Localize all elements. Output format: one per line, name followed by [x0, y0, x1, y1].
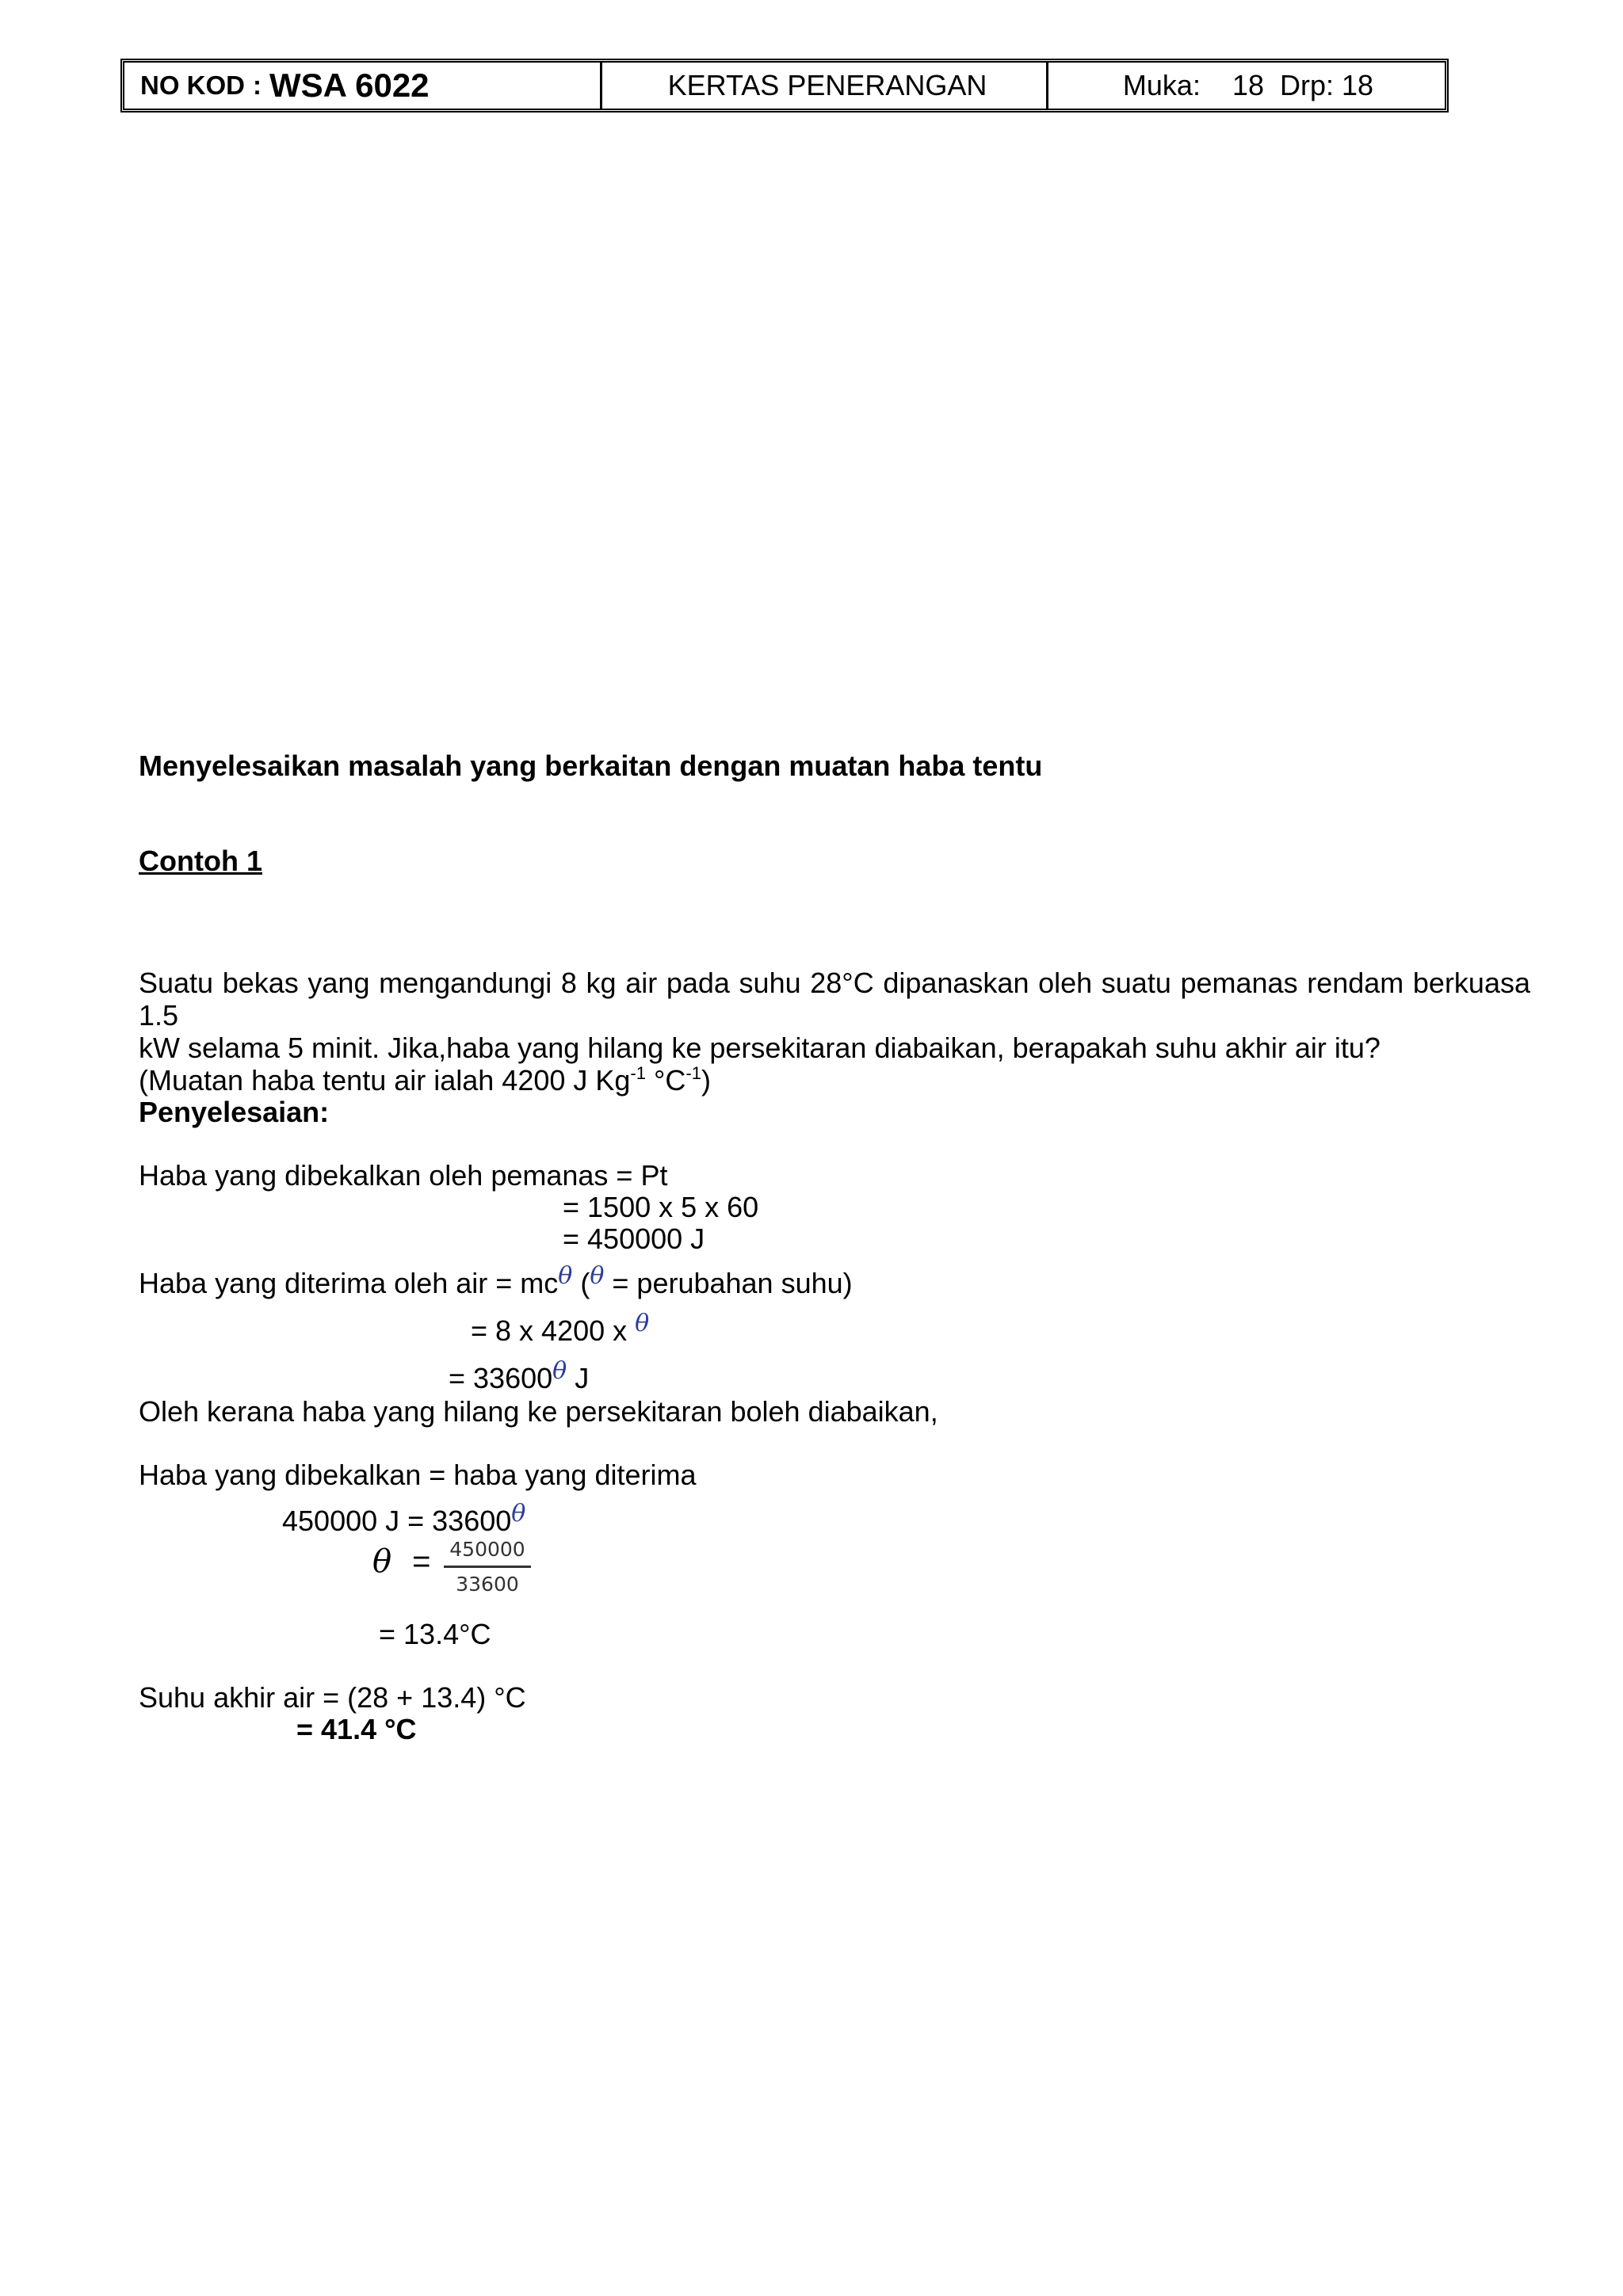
page-total: Drp: 18 — [1280, 69, 1374, 101]
theta-symbol: θ — [590, 1262, 605, 1290]
final-answer: = 41.4 °C — [296, 1713, 417, 1745]
solution-line: = 450000 J — [563, 1222, 705, 1255]
solution-line: = 1500 x 5 x 60 — [563, 1191, 759, 1223]
solution-text: Haba yang diterima oleh air = mc — [139, 1267, 559, 1299]
solution-text: 450000 J = 33600 — [282, 1505, 512, 1537]
exponent: -1 — [685, 1063, 701, 1083]
solution-title: Penyelesaian: — [139, 1096, 330, 1128]
solution-text: = 33600 — [449, 1362, 553, 1394]
solution-line — [282, 1497, 525, 1538]
fraction-numerator: 450000 — [449, 1538, 525, 1561]
solution-line: = 13.4°C — [379, 1618, 491, 1650]
code-value: WSA 6022 — [269, 67, 430, 104]
solution-line — [449, 1355, 589, 1395]
header-divider — [600, 63, 602, 109]
solution-text: J — [567, 1362, 590, 1394]
solution-line — [139, 1260, 853, 1300]
question-line: kW selama 5 minit. Jika,haba yang hilang ke persekitaran diabaikan, berapakah suhu akhir air itu? — [139, 1032, 1381, 1064]
page-number: 18 — [1232, 69, 1265, 101]
document-header — [120, 59, 1449, 113]
exponent: -1 — [630, 1063, 646, 1083]
equals-sign: = — [412, 1544, 431, 1579]
question-line — [139, 1064, 1530, 1097]
solution-text: = perubahan suhu) — [604, 1267, 853, 1299]
solution-line: Oleh kerana haba yang hilang ke persekitaran boleh diabaikan, — [139, 1395, 938, 1428]
fraction-bar — [444, 1566, 531, 1568]
solution-text: = 8 x 4200 x — [471, 1314, 628, 1347]
question-line: Suatu bekas yang mengandungi 8 kg air pada suhu 28°C dipanaskan oleh suatu pemanas rendam berkuasa 1.5 — [139, 967, 1530, 1032]
theta-symbol: θ — [552, 1357, 567, 1385]
solution-line — [471, 1307, 649, 1348]
theta-symbol: θ — [372, 1543, 392, 1580]
theta-symbol: θ — [558, 1262, 573, 1290]
code-separator: : — [253, 71, 262, 100]
theta-symbol: θ — [511, 1500, 526, 1527]
question-text: (Muatan haba tentu air ialah 4200 J Kg — [139, 1064, 631, 1097]
doc-type-cell — [605, 63, 1050, 109]
theta-equation — [372, 1545, 430, 1579]
page-number-cell — [1050, 63, 1446, 109]
theta-symbol: θ — [635, 1310, 650, 1337]
solution-line: Haba yang dibekalkan oleh pemanas = Pt — [139, 1159, 668, 1192]
header-divider — [1046, 63, 1048, 109]
page-label: Muka: — [1122, 69, 1201, 101]
solution-line: Suhu akhir air = (28 + 13.4) °C — [139, 1681, 526, 1714]
fraction — [444, 1535, 531, 1598]
question-text: ) — [701, 1064, 711, 1097]
question-paragraph — [139, 967, 1530, 1097]
code-cell — [140, 63, 600, 109]
question-text: °C — [645, 1064, 686, 1097]
solution-line: Haba yang dibekalkan = haba yang diterima — [139, 1459, 697, 1491]
code-label: NO KOD — [140, 71, 245, 100]
solution-text: ( — [572, 1267, 590, 1299]
fraction-denominator: 33600 — [456, 1573, 519, 1596]
section-title: Menyelesaikan masalah yang berkaitan dengan muatan haba tentu — [139, 749, 1043, 782]
example-title: Contoh 1 — [139, 845, 262, 877]
doc-type: KERTAS PENERANGAN — [667, 69, 987, 101]
